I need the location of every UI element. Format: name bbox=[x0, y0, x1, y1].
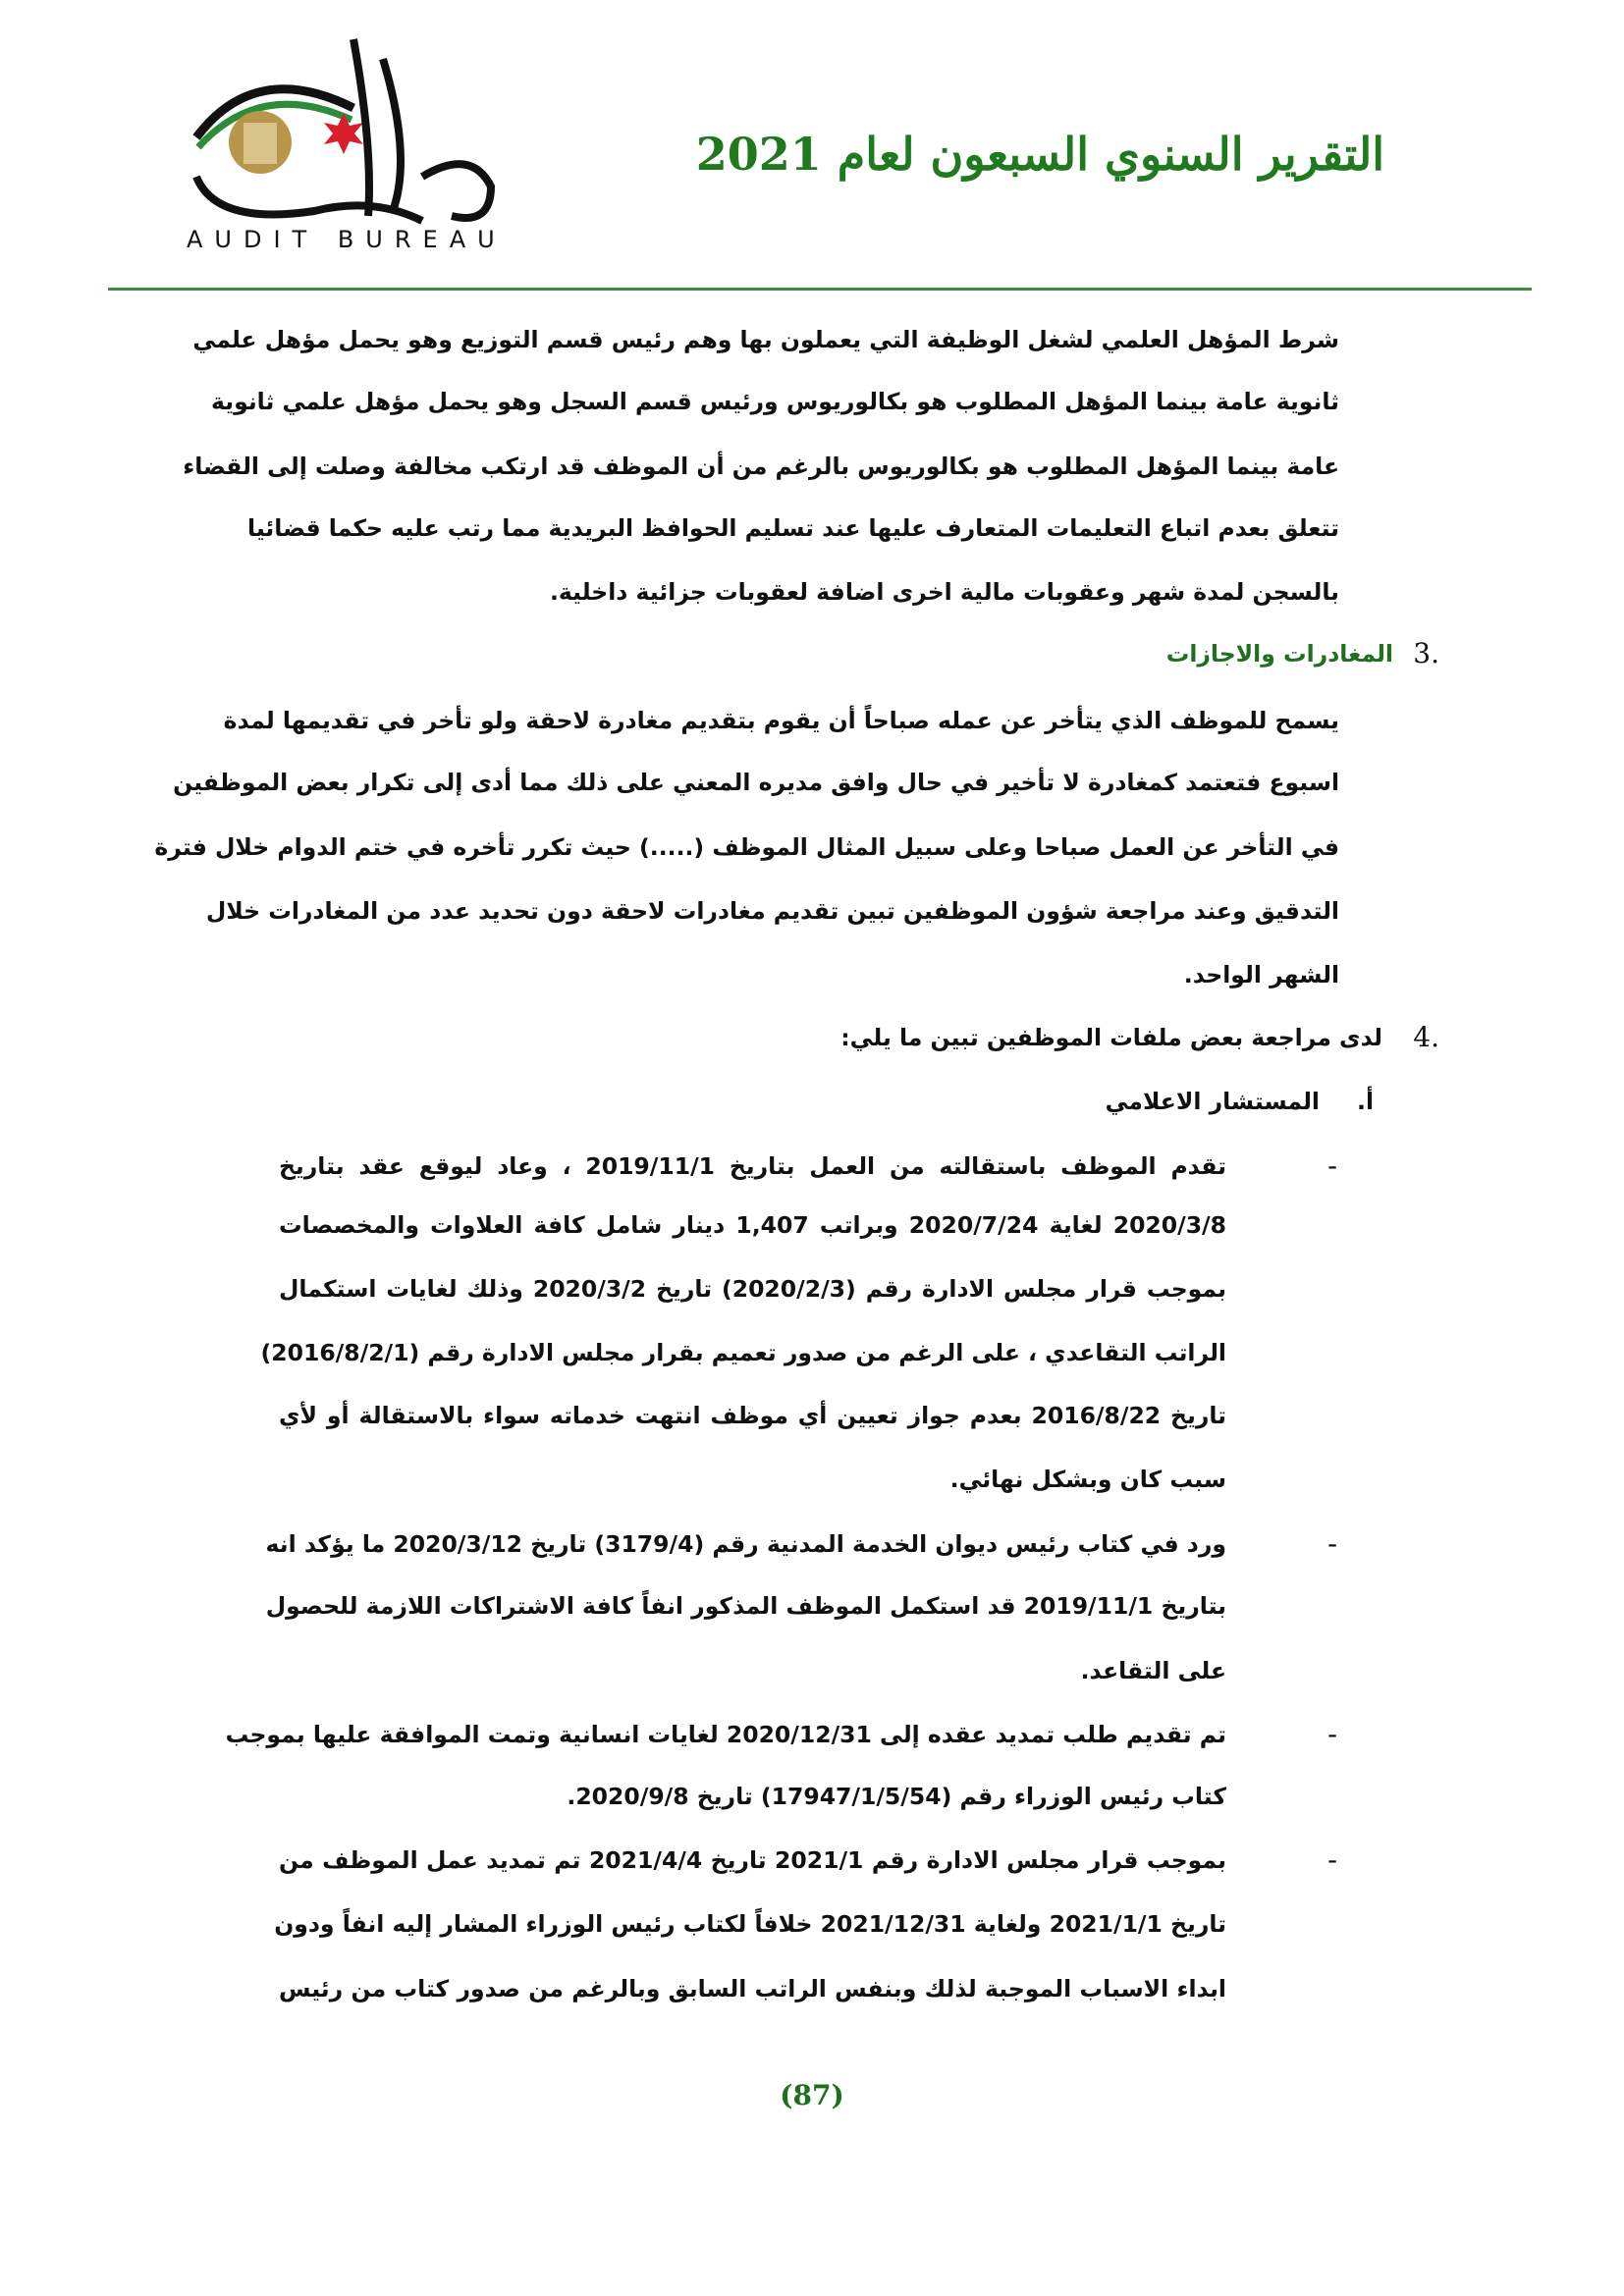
bullet-dash: - bbox=[1327, 1527, 1338, 1560]
bullet-line: على التقاعد. bbox=[1080, 1657, 1226, 1684]
bullet-line: تاريخ 2021/1/1 ولغاية 2021/12/31 خلافاً لكتاب رئيس الوزراء المشار إليه انفاً ودون bbox=[274, 1910, 1226, 1938]
paragraph-line: تتعلق بعدم اتباع التعليمات المتعارف عليها عند تسليم الحوافظ البريدية مما رتب عليه حكما قضائيا bbox=[247, 514, 1339, 542]
section-heading: لدى مراجعة بعض ملفات الموظفين تبين ما يلي: bbox=[840, 1024, 1382, 1051]
header-divider bbox=[108, 288, 1532, 291]
paragraph-line: الشهر الواحد. bbox=[1183, 961, 1339, 988]
paragraph-line: التدقيق وعند مراجعة شؤون الموظفين تبين تقديم مغادرات لاحقة دون تحديد عدد من المغادرات خلال bbox=[205, 897, 1339, 925]
bullet-line: تاريخ 2016/8/22 بعدم جواز تعيين أي موظف انتهت خدماته سواء بالاستقالة أو لأي bbox=[279, 1402, 1226, 1429]
bullet-dash: - bbox=[1327, 1843, 1338, 1876]
paragraph-line: في التأخر عن العمل صباحا وعلى سبيل المثال الموظف (.....) حيث تكرر تأخره في ختم الدوام خلال فترة bbox=[154, 833, 1339, 861]
bullet-line: سبب كان وبشكل نهائي. bbox=[949, 1466, 1226, 1493]
paragraph-line: شرط المؤهل العلمي لشغل الوظيفة التي يعملون بها وهم رئيس قسم التوزيع وهو يحمل مؤهل علمي bbox=[192, 326, 1339, 353]
bullet-dash: - bbox=[1327, 1149, 1338, 1182]
section-heading: المغادرات والاجازات bbox=[1165, 640, 1393, 667]
bullet-line: كتاب رئيس الوزراء رقم (17947/1/5/54) تاريخ 2020/9/8. bbox=[567, 1783, 1226, 1810]
bullet-line: ابداء الاسباب الموجبة لذلك وبنفس الراتب السابق وبالرغم من صدور كتاب من رئيس bbox=[279, 1975, 1226, 2002]
paragraph-line: ثانوية عامة بينما المؤهل المطلوب هو بكالوريوس ورئيس قسم السجل وهو يحمل مؤهل علمي ثانوية bbox=[211, 388, 1339, 415]
section-number: 4. bbox=[1413, 1021, 1439, 1053]
paragraph-line: يسمح للموظف الذي يتأخر عن عمله صباحاً أن يقوم بتقديم مغادرة لاحقة ولو تأخر في تقديمها لمدة bbox=[223, 707, 1339, 734]
paragraph-line: اسبوع فتعتمد كمغادرة لا تأخير في حال وافق مديره المعني على ذلك مما أدى إلى تكرار بعض الموظفين bbox=[173, 769, 1339, 796]
subsection-letter: أ. bbox=[1357, 1088, 1374, 1115]
subsection-heading: المستشار الاعلامي bbox=[1105, 1088, 1320, 1115]
bullet-line: 2020/3/8 لغاية 2020/7/24 وبراتب 1,407 دينار شامل كافة العلاوات والمخصصات bbox=[279, 1211, 1226, 1239]
paragraph-line: عامة بينما المؤهل المطلوب هو بكالوريوس بالرغم من أن الموظف قد ارتكب مخالفة وصلت إلى القضاء bbox=[183, 453, 1339, 480]
bullet-line: بموجب قرار مجلس الادارة رقم (2020/2/3) تاريخ 2020/3/2 وذلك لغايات استكمال bbox=[279, 1275, 1226, 1303]
bullet-line: تقدم الموظف باستقالته من العمل بتاريخ 2019/11/1 ، وعاد ليوقع عقد بتاريخ bbox=[279, 1152, 1226, 1180]
bullet-line: بتاريخ 2019/11/1 قد استكمل الموظف المذكور انفاً كافة الاشتراكات اللازمة للحصول bbox=[265, 1592, 1226, 1620]
section-number: 3. bbox=[1413, 637, 1439, 669]
paragraph-line: بالسجن لمدة شهر وعقوبات مالية اخرى اضافة لعقوبات جزائية داخلية. bbox=[549, 578, 1339, 606]
audit-bureau-logo bbox=[177, 29, 560, 265]
bullet-line: ورد في كتاب رئيس ديوان الخدمة المدنية رقم (3179/4) تاريخ 2020/3/12 ما يؤكد انه bbox=[265, 1530, 1226, 1558]
logo-text-en: AUDIT BUREAU bbox=[187, 226, 507, 253]
bullet-line: بموجب قرار مجلس الادارة رقم 2021/1 تاريخ 2021/4/4 تم تمديد عمل الموظف من bbox=[279, 1846, 1226, 1874]
bullet-line: تم تقديم طلب تمديد عقده إلى 2020/12/31 لغايات انسانية وتمت الموافقة عليها بموجب bbox=[225, 1721, 1226, 1748]
bullet-line: الراتب التقاعدي ، على الرغم من صدور تعميم بقرار مجلس الادارة رقم (2016/8/2/1) bbox=[260, 1339, 1226, 1366]
bullet-dash: - bbox=[1327, 1718, 1338, 1750]
page-number: (87) bbox=[780, 2079, 844, 2111]
report-title: التقرير السنوي السبعون لعام 2021 bbox=[695, 128, 1384, 181]
